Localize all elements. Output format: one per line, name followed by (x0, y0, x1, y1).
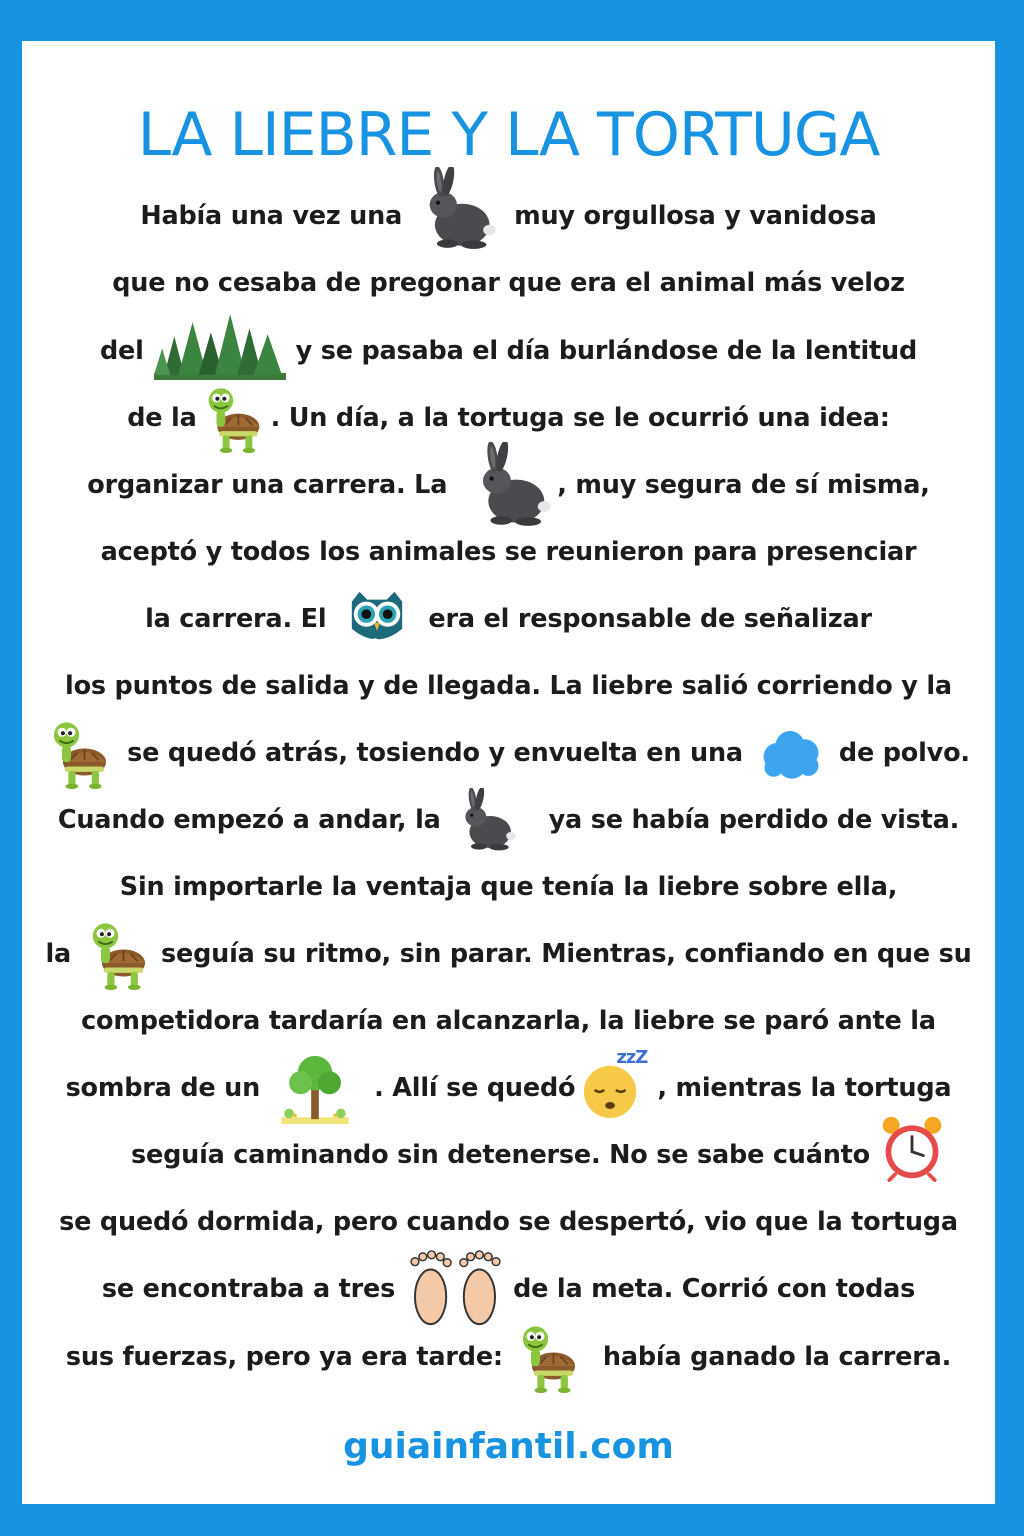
story-text: del (99, 336, 144, 366)
story-card (22, 41, 995, 1504)
turtle-icon (47, 717, 113, 789)
forest-icon (154, 314, 286, 380)
turtle-icon (203, 383, 265, 453)
story-line-9 (22, 733, 995, 773)
story-text: . Un día, a la tortuga se le ocurrió una idea: (270, 403, 890, 433)
story-line-1 (22, 196, 995, 236)
story-line-13 (22, 1001, 995, 1041)
story-text: la (45, 939, 72, 969)
turtle-icon (517, 1321, 581, 1393)
story-text: se encontraba a tres (101, 1274, 396, 1304)
story-text: Sin importarle la ventaja que tenía la liebre sobre ella, (119, 872, 898, 902)
story-text: que no cesaba de pregonar que era el animal más veloz (112, 268, 905, 298)
story-text: y se pasaba el día burlándose de la lentitud (295, 336, 918, 366)
story-line-5 (22, 465, 995, 505)
story-line-16 (22, 1202, 995, 1242)
story-line-14 (22, 1047, 995, 1108)
story-text: Había una vez una (140, 201, 403, 231)
story-line-2 (22, 263, 995, 303)
story-line-15 (22, 1135, 995, 1175)
story-line-4 (22, 398, 995, 438)
story-line-6 (22, 532, 995, 572)
story-text: había ganado la carrera. (602, 1342, 952, 1372)
story-line-3 (22, 331, 995, 371)
tree-icon (280, 1052, 350, 1124)
story-text: se quedó atrás, tosiendo y envuelta en una (127, 738, 743, 768)
story-text: competidora tardaría en alcanzarla, la liebre se paró ante la (81, 1006, 936, 1036)
rabbit-icon (469, 442, 555, 528)
rabbit-icon (416, 167, 500, 251)
story-text: se quedó dormida, pero cuando se despertó, vio que la tortuga (59, 1207, 958, 1237)
turtle-icon (87, 918, 151, 990)
page-title: LA LIEBRE Y LA TORTUGA (137, 100, 880, 170)
story-line-12 (22, 934, 995, 974)
story-text: Cuando empezó a andar, la (57, 805, 441, 835)
story-text: de la meta. Corrió con todas (513, 1274, 916, 1304)
story-text: seguía su ritmo, sin parar. Mientras, confiando en que su (161, 939, 972, 969)
story-text: muy orgullosa y vanidosa (514, 201, 877, 231)
story-text: , muy segura de sí misma, (557, 470, 930, 500)
story-text: seguía caminando sin detenerse. No se sabe cuánto (131, 1140, 870, 1170)
story-text: . Allí se quedó (374, 1073, 576, 1103)
story-text: sombra de un (65, 1073, 261, 1103)
story-text: de la (127, 403, 197, 433)
story-line-7 (22, 599, 995, 639)
sleeping-face-icon (581, 1047, 648, 1119)
story-text: aceptó y todos los animales se reunieron para presenciar (100, 537, 917, 567)
feet-icon (401, 1248, 509, 1330)
owl-icon (346, 588, 408, 650)
story-text: de polvo. (838, 738, 970, 768)
story-text: , mientras la tortuga (657, 1073, 952, 1103)
story-text: ya se había perdido de vista. (548, 805, 960, 835)
story-line-8 (22, 666, 995, 706)
story-line-18 (22, 1337, 995, 1377)
cloud-icon (759, 725, 823, 781)
story-text: los puntos de salida y de llegada. La liebre salió corriendo y la (65, 671, 952, 701)
site-url: guiainfantil.com (343, 1426, 674, 1467)
story-text: sus fuerzas, pero ya era tarde: (65, 1342, 503, 1372)
story-text: era el responsable de señalizar (428, 604, 872, 634)
alarm-clock-icon (878, 1114, 946, 1182)
story-line-11 (22, 867, 995, 907)
rabbit-icon (455, 788, 519, 852)
story-line-10 (22, 800, 995, 840)
story-text: organizar una carrera. La (87, 470, 448, 500)
story-line-17 (22, 1269, 995, 1309)
story-text: la carrera. El (145, 604, 327, 634)
zzz-text: zzZ (616, 1047, 648, 1068)
